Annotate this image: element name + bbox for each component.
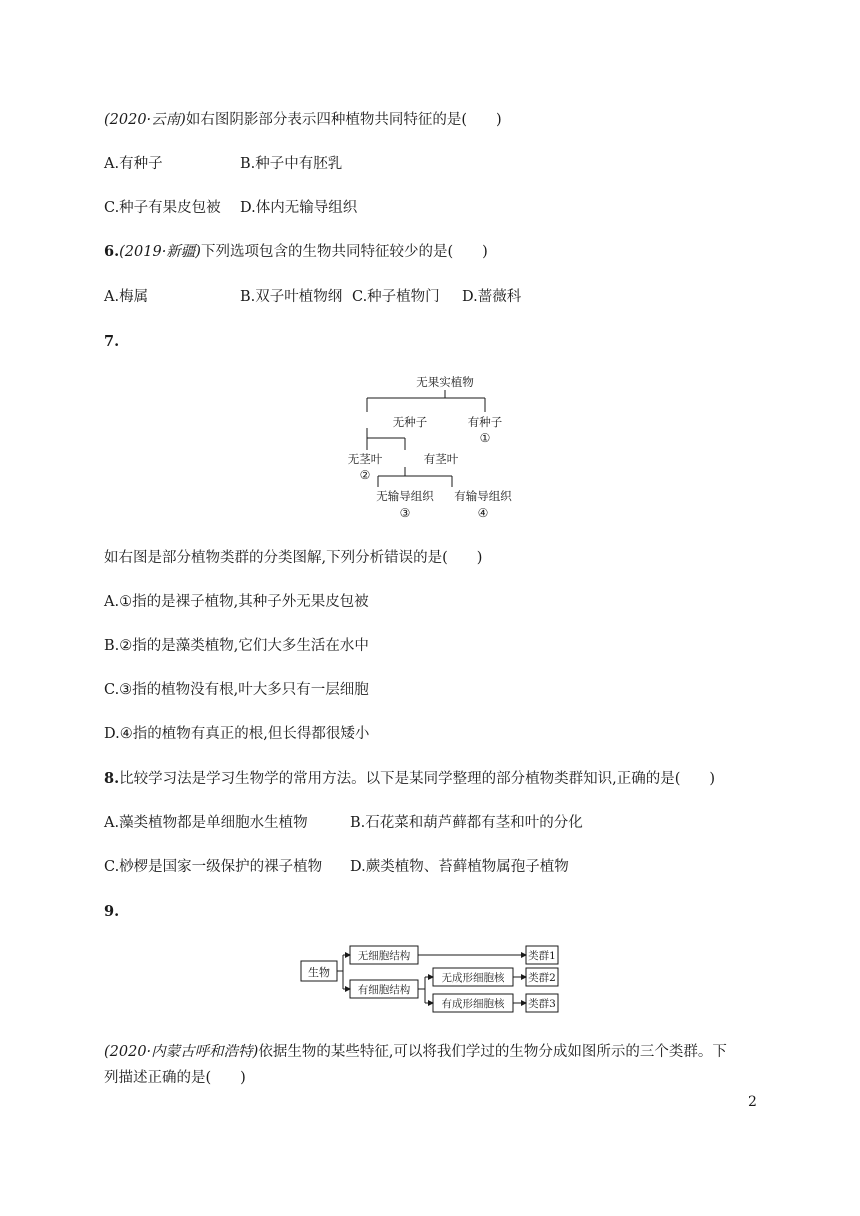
q6-option-a[interactable]: A.梅属 <box>104 289 149 305</box>
tree-has-stem-leaf: 有茎叶 <box>423 452 459 466</box>
q9-flow-diagram <box>298 938 562 1018</box>
q5-option-c[interactable]: C.种子有果皮包被 <box>104 200 221 216</box>
tree-no-seed: 无种子 <box>392 415 428 429</box>
q5-options-row2 <box>104 198 357 218</box>
q8-stem-text: 比较学习法是学习生物学的常用方法。以下是某同学整理的部分植物类群知识,正确的是( ) <box>119 771 716 787</box>
q5-option-a[interactable]: A.有种子 <box>104 156 163 172</box>
q7-stem: 如右图是部分植物类群的分类图解,下列分析错误的是( ) <box>104 550 483 566</box>
tree-mark-1: ① <box>479 431 491 445</box>
q8-option-c[interactable]: C.桫椤是国家一级保护的裸子植物 <box>104 859 323 875</box>
flow-group-2: 类群2 <box>528 972 556 984</box>
q6-option-d[interactable]: D.蔷薇科 <box>462 289 522 305</box>
tree-root: 无果实植物 <box>416 375 474 389</box>
q8-option-b[interactable]: B.石花菜和葫芦藓都有茎和叶的分化 <box>350 815 583 831</box>
q6-options <box>104 287 521 307</box>
q8-options-row2 <box>104 857 569 877</box>
q8-options-row1 <box>104 813 583 833</box>
q7-classification-tree <box>330 368 550 524</box>
tree-no-vascular: 无输导组织 <box>376 489 434 503</box>
flow-organism: 生物 <box>308 966 330 979</box>
flow-group-1: 类群1 <box>528 950 556 962</box>
q9-stem-text-1: 依据生物的某些特征,可以将我们学过的生物分成如图所示的三个类群。下 <box>258 1044 727 1060</box>
q7-option-a[interactable]: A.①指的是裸子植物,其种子外无果皮包被 <box>104 594 369 610</box>
q9-source: (2020·内蒙古呼和浩特) <box>104 1044 259 1060</box>
q5-stem <box>104 110 502 130</box>
q5-option-d[interactable]: D.体内无输导组织 <box>240 200 358 216</box>
q9-stem-line1 <box>104 1042 727 1062</box>
tree-mark-4: ④ <box>477 506 489 520</box>
tree-mark-2: ② <box>359 468 371 482</box>
flow-has-cell: 有细胞结构 <box>357 984 411 996</box>
q8-option-d[interactable]: D.蕨类植物、苔藓植物属孢子植物 <box>350 859 569 875</box>
q9-number: 9. <box>104 903 120 920</box>
flow-group-3: 类群3 <box>528 998 556 1010</box>
q6-option-b[interactable]: B.双子叶植物纲 <box>240 289 343 305</box>
tree-mark-3: ③ <box>399 506 411 520</box>
q6-number: 6. <box>104 243 120 260</box>
q7-number: 7. <box>104 333 120 350</box>
q5-options-row1 <box>104 154 342 174</box>
q5-source: (2020·云南) <box>104 112 186 128</box>
q5-option-b[interactable]: B.种子中有胚乳 <box>240 156 343 172</box>
q7-option-b[interactable]: B.②指的是藻类植物,它们大多生活在水中 <box>104 638 369 654</box>
q6-stem-text: 下列选项包含的生物共同特征较少的是( ) <box>200 244 488 260</box>
flow-no-cell: 无细胞结构 <box>357 950 411 962</box>
q6-option-c[interactable]: C.种子植物门 <box>352 289 440 305</box>
flow-no-nucleus: 无成形细胞核 <box>441 972 505 984</box>
flow-has-nucleus: 有成形细胞核 <box>441 998 505 1010</box>
q6-source: (2019·新疆) <box>119 244 201 260</box>
page-number: 2 <box>748 1094 757 1110</box>
tree-no-stem-leaf: 无茎叶 <box>347 452 383 466</box>
q6-stem <box>104 242 488 262</box>
q8-number: 8. <box>104 770 120 787</box>
q9-stem-line2: 列描述正确的是( ) <box>104 1070 246 1086</box>
q8-stem <box>104 769 715 789</box>
tree-has-seed: 有种子 <box>467 415 503 429</box>
q5-stem-text: 如右图阴影部分表示四种植物共同特征的是( ) <box>185 112 502 128</box>
tree-has-vascular: 有输导组织 <box>454 489 512 503</box>
q8-option-a[interactable]: A.藻类植物都是单细胞水生植物 <box>104 815 308 831</box>
q7-option-c[interactable]: C.③指的植物没有根,叶大多只有一层细胞 <box>104 682 369 698</box>
q7-option-d[interactable]: D.④指的植物有真正的根,但长得都很矮小 <box>104 726 370 742</box>
